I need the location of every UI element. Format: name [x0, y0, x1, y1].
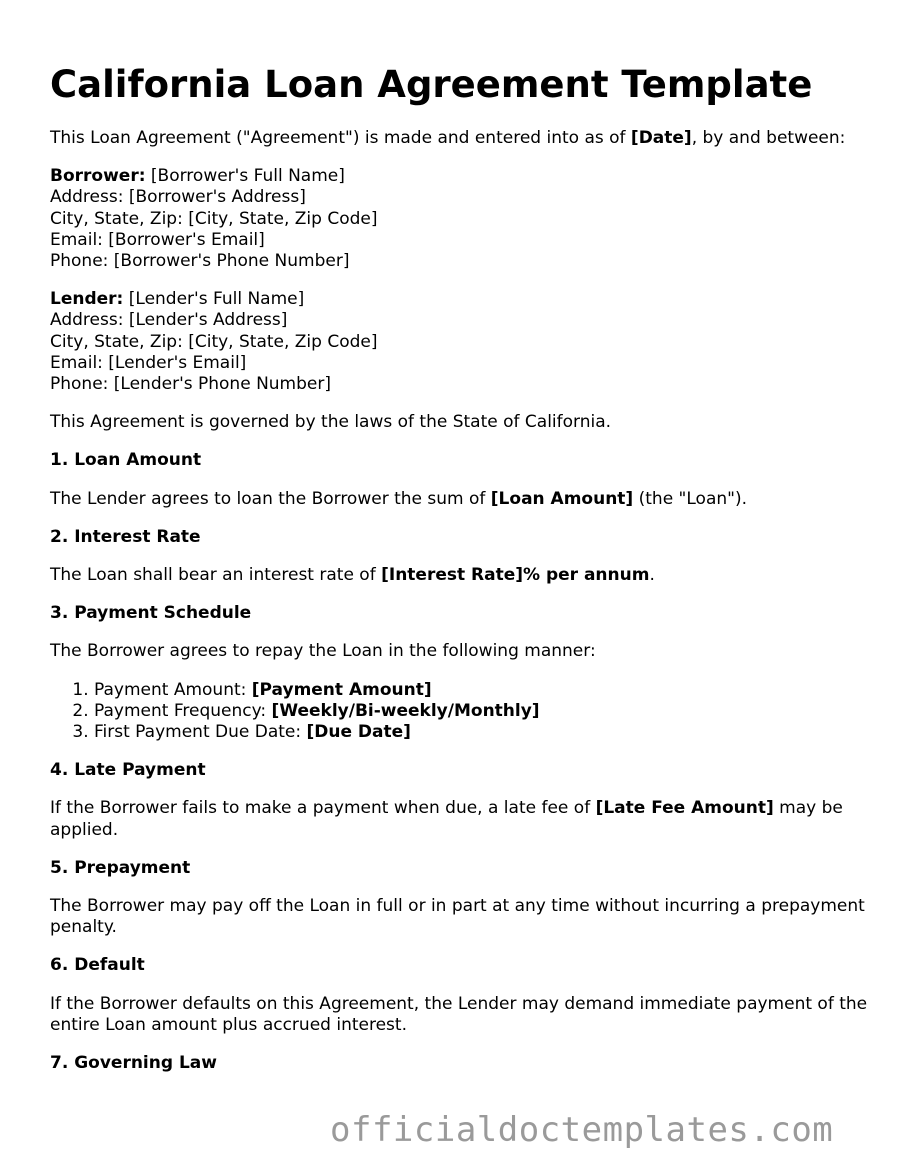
list-item-label: Payment Frequency: [94, 700, 272, 721]
section-heading-loan-amount: 1. Loan Amount [50, 450, 202, 471]
governing-statement: This Agreement is governed by the laws of the State of California. [50, 412, 612, 433]
borrower-name-line [50, 166, 880, 187]
lender-label: Lender: [50, 289, 124, 310]
loan-amount-text-end: (the "Loan"). [633, 488, 747, 509]
date-placeholder: [Date] [630, 128, 692, 148]
section-heading-late-payment: 4. Late Payment [50, 760, 206, 781]
section-heading-governing-law: 7. Governing Law [50, 1053, 217, 1074]
list-item-value: [Due Date] [306, 722, 411, 743]
borrower-address: Address: [Borrower's Address] [50, 187, 306, 208]
watermark: officialdoctemplates.com [330, 1110, 834, 1150]
payment-schedule-paragraph: The Borrower agrees to repay the Loan in the following manner: [50, 641, 596, 662]
lender-name-line [50, 289, 880, 310]
list-item-value: [Weekly/Bi-weekly/Monthly] [271, 700, 540, 721]
lender-city: City, State, Zip: [City, State, Zip Code] [50, 331, 378, 352]
borrower-block [50, 166, 880, 272]
document-page [50, 62, 880, 1074]
late-payment-paragraph [50, 798, 880, 840]
document-title: California Loan Agreement Template [50, 63, 813, 106]
list-item [94, 722, 880, 743]
interest-rate-text-end: . [649, 565, 655, 586]
late-payment-text-end: may be applied. [50, 798, 843, 840]
loan-amount-text: The Lender agrees to loan the Borrower the sum of [50, 488, 491, 509]
lender-phone: Phone: [Lender's Phone Number] [50, 374, 331, 395]
interest-rate-placeholder: [Interest Rate]% per annum [381, 565, 650, 586]
section-heading-default: 6. Default [50, 955, 145, 976]
list-item [94, 680, 880, 701]
borrower-name: [Borrower's Full Name] [145, 166, 345, 187]
intro-text-end: , by and between: [691, 128, 846, 148]
list-item-label: First Payment Due Date: [94, 722, 307, 743]
borrower-city: City, State, Zip: [City, State, Zip Code] [50, 208, 378, 229]
list-item-value: [Payment Amount] [251, 679, 432, 700]
section-heading-prepayment: 5. Prepayment [50, 857, 191, 878]
payment-schedule-list [50, 680, 880, 744]
list-item-label: Payment Amount: [94, 679, 252, 700]
borrower-phone: Phone: [Borrower's Phone Number] [50, 251, 350, 272]
interest-rate-text: The Loan shall bear an interest rate of [50, 565, 382, 586]
list-item [94, 701, 880, 722]
section-heading-payment-schedule: 3. Payment Schedule [50, 603, 252, 624]
lender-email: Email: [Lender's Email] [50, 352, 247, 373]
loan-amount-placeholder: [Loan Amount] [490, 488, 634, 509]
lender-address: Address: [Lender's Address] [50, 310, 288, 331]
interest-rate-paragraph [50, 565, 880, 586]
prepayment-paragraph: The Borrower may pay off the Loan in full or in part at any time without incurring a prepayment penalty. [50, 896, 865, 938]
default-paragraph: If the Borrower defaults on this Agreement, the Lender may demand immediate payment of the entire Loan amount plus accrued interest. [50, 993, 868, 1035]
late-payment-text: If the Borrower fails to make a payment when due, a late fee of [50, 798, 596, 819]
loan-amount-paragraph [50, 489, 880, 510]
borrower-label: Borrower: [50, 166, 146, 187]
late-fee-placeholder: [Late Fee Amount] [595, 798, 774, 819]
intro-text: This Loan Agreement ("Agreement") is made and entered into as of [50, 128, 631, 148]
lender-name: [Lender's Full Name] [123, 289, 305, 310]
borrower-email: Email: [Borrower's Email] [50, 229, 265, 250]
lender-block [50, 289, 880, 395]
section-heading-interest-rate: 2. Interest Rate [50, 526, 201, 547]
intro-paragraph [50, 128, 880, 149]
